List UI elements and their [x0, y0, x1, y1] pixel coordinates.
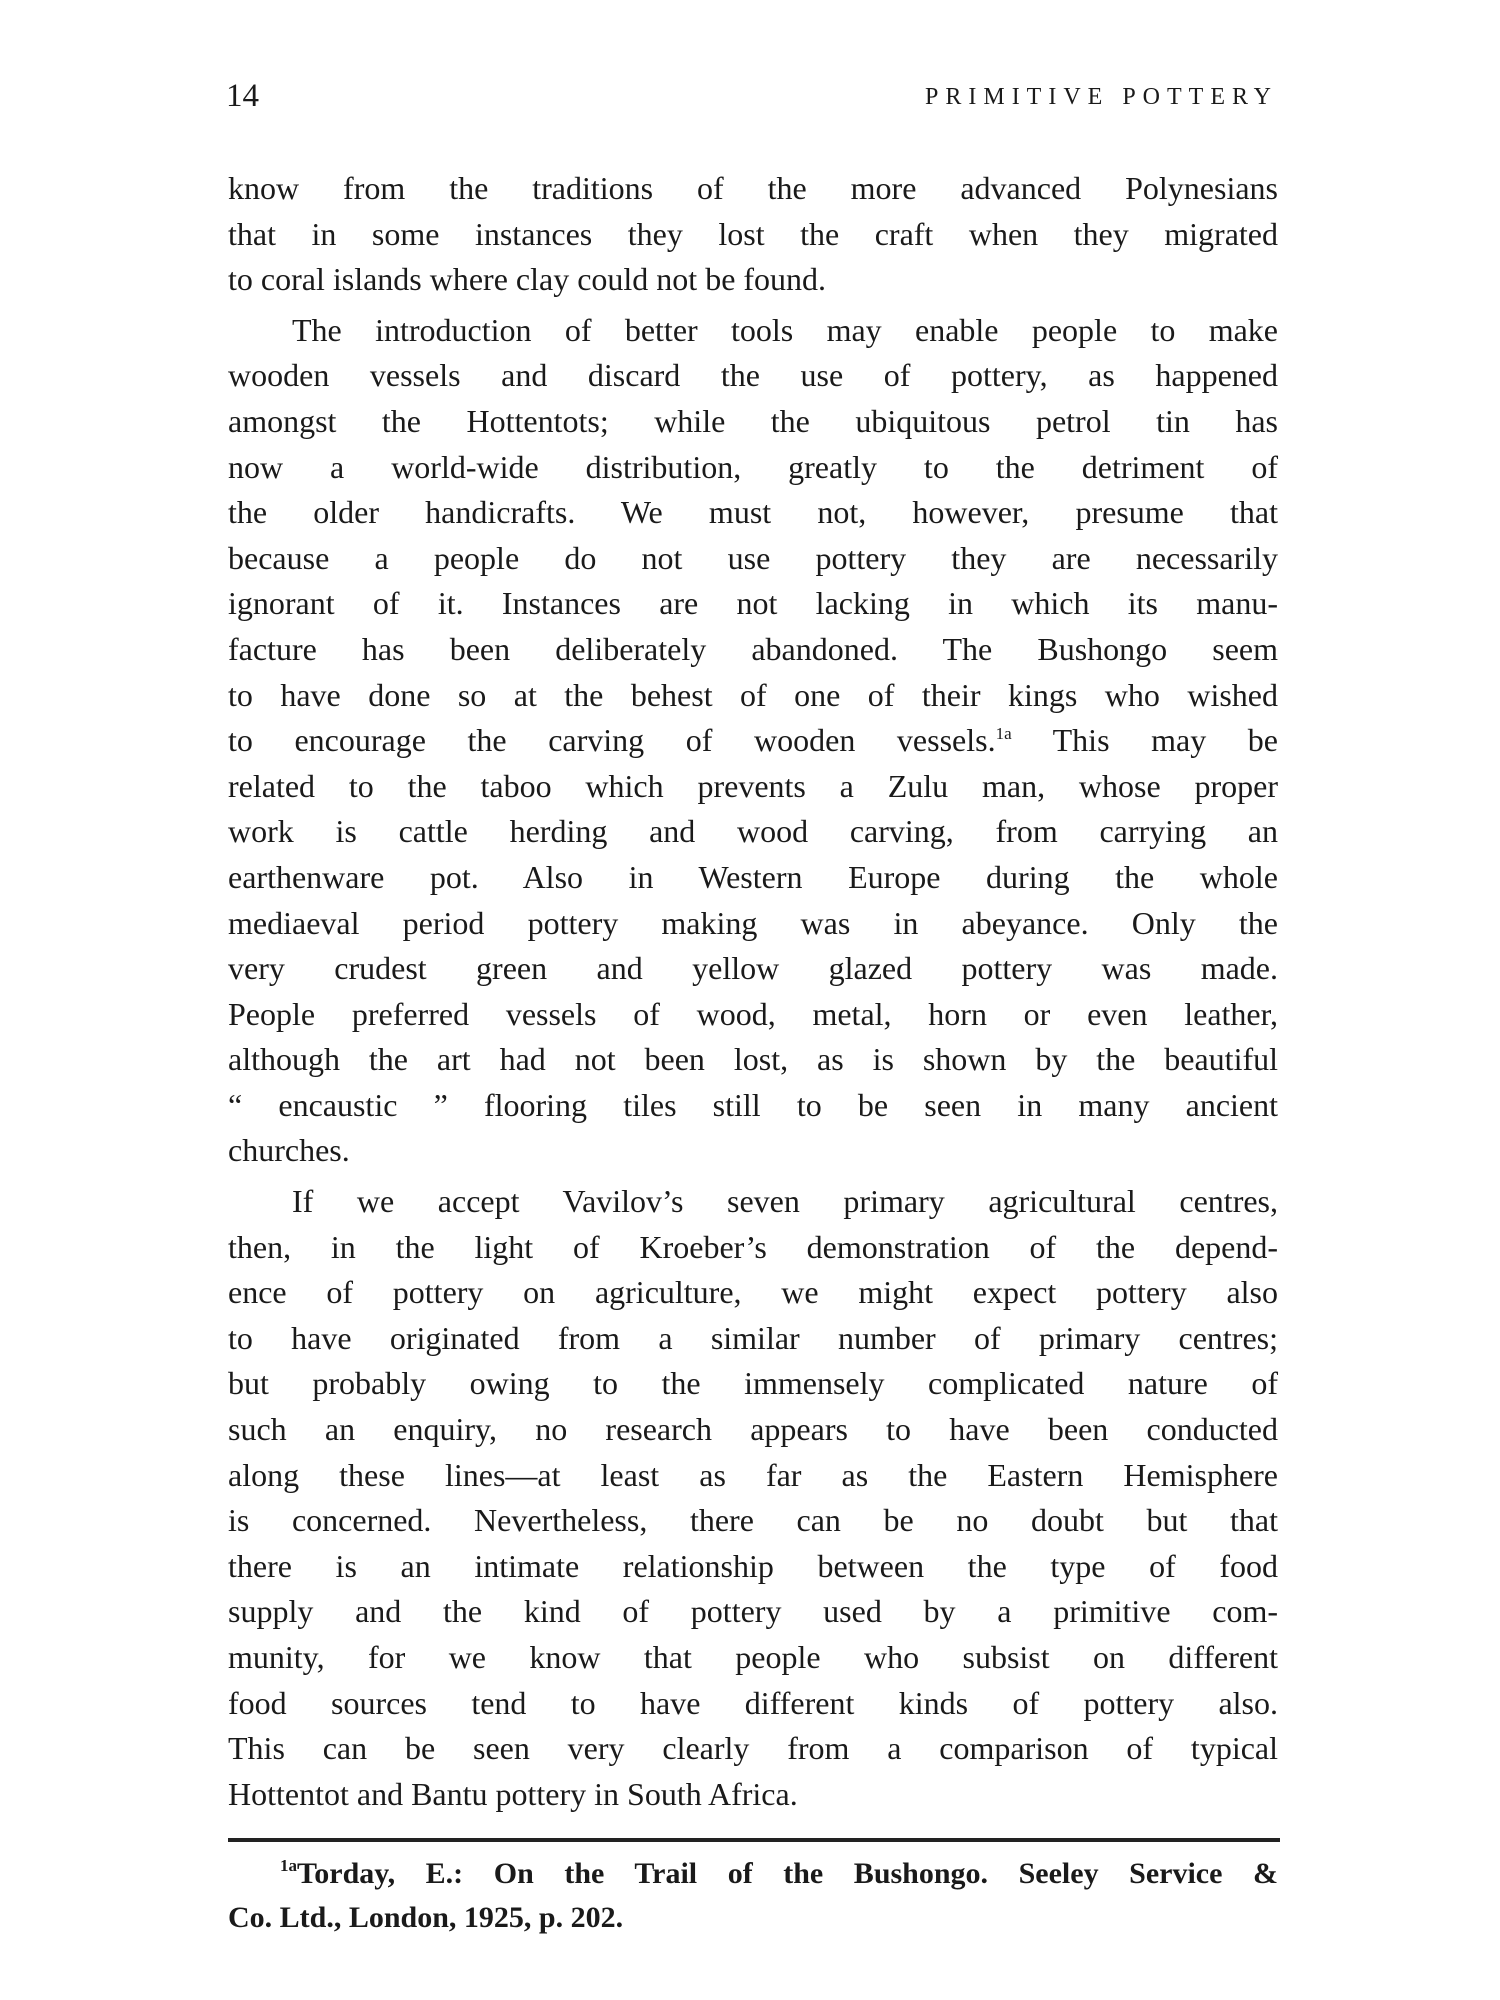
- text-line: to have originated from a similar number of primary centres;: [228, 1319, 1278, 1356]
- text-line: very crudest green and yellow glazed pottery was made.: [228, 950, 1278, 987]
- footnote-reference: 1a: [995, 724, 1012, 744]
- footnote-marker: 1a: [280, 1856, 297, 1875]
- text-line: now a world-wide distribution, greatly to the detriment of: [228, 448, 1278, 485]
- paragraph: [228, 166, 1278, 303]
- text-line: Hottentot and Bantu pottery in South Africa.: [228, 1775, 798, 1812]
- text-line: amongst the Hottentots; while the ubiquitous petrol tin has: [228, 402, 1278, 439]
- footnote: [228, 1852, 1278, 1940]
- text-line: This can be seen very clearly from a comparison of typical: [228, 1730, 1278, 1767]
- text-line: wooden vessels and discard the use of pottery, as happened: [228, 357, 1278, 394]
- text-line: that in some instances they lost the craft when they migrated: [228, 215, 1278, 252]
- text-line: there is an intimate relationship between the type of food: [228, 1547, 1278, 1584]
- text-line: the older handicrafts. We must not, however, presume that: [228, 494, 1278, 531]
- running-head: PRIMITIVE POTTERY: [925, 84, 1278, 110]
- text-line: although the art had not been lost, as is shown by the beautiful: [228, 1041, 1278, 1078]
- text-line: If we accept Vavilov’s seven primary agricultural centres,: [292, 1183, 1278, 1220]
- text-line: supply and the kind of pottery used by a primitive com-: [228, 1593, 1278, 1630]
- text-line: People preferred vessels of wood, metal, horn or even leather,: [228, 995, 1278, 1032]
- page-number: 14: [226, 78, 259, 114]
- text-line: food sources tend to have different kinds of pottery also.: [228, 1684, 1278, 1721]
- text-line: is concerned. Nevertheless, there can be no doubt but that: [228, 1502, 1278, 1539]
- body-text: [228, 166, 1278, 1822]
- text-line: to have done so at the behest of one of their kings who wished: [228, 676, 1278, 713]
- text-line: then, in the light of Kroeber’s demonstration of the depend-: [228, 1228, 1278, 1265]
- text-line: along these lines—at least as far as the Eastern Hemisphere: [228, 1456, 1278, 1493]
- footnote-line: [228, 1852, 1278, 1896]
- text-line: earthenware pot. Also in Western Europe during the whole: [228, 858, 1278, 895]
- paragraph: [228, 308, 1278, 1174]
- text-line: related to the taboo which prevents a Zulu man, whose proper: [228, 767, 1278, 804]
- text-line: know from the traditions of the more advanced Polynesians: [228, 170, 1278, 206]
- text-line: ence of pottery on agriculture, we might expect pottery also: [228, 1274, 1278, 1311]
- text-line: The introduction of better tools may enable people to make: [292, 311, 1278, 348]
- text-line: work is cattle herding and wood carving, from carrying an: [228, 813, 1278, 850]
- text-line: munity, for we know that people who subsist on different: [228, 1639, 1278, 1675]
- text-line: but probably owing to the immensely complicated nature of: [228, 1365, 1278, 1402]
- paragraph: [228, 1179, 1278, 1817]
- text-line: because a people do not use pottery they are necessarily: [228, 539, 1278, 576]
- text-line: facture has been deliberately abandoned. The Bushongo seem: [228, 630, 1278, 667]
- text-line: churches.: [228, 1132, 350, 1169]
- text-line: “ encaustic ” flooring tiles still to be seen in many ancient: [228, 1086, 1278, 1123]
- text-line: to coral islands where clay could not be found.: [228, 261, 827, 298]
- text-line: such an enquiry, no research appears to have been conducted: [228, 1411, 1278, 1448]
- footnote-text: Torday, E.: On the Trail of the Bushongo. Seeley Service &: [297, 1857, 1278, 1890]
- text-line: ignorant of it. Instances are not lacking in which its manu-: [228, 585, 1278, 622]
- text-line: mediaeval period pottery making was in abeyance. Only the: [228, 904, 1278, 941]
- footnote-line: Co. Ltd., London, 1925, p. 202.: [228, 1901, 624, 1934]
- text-line: to encourage the carving of wooden vessels.$^{1a}$ This may be: [228, 722, 1279, 759]
- footnote-rule: [228, 1838, 1280, 1842]
